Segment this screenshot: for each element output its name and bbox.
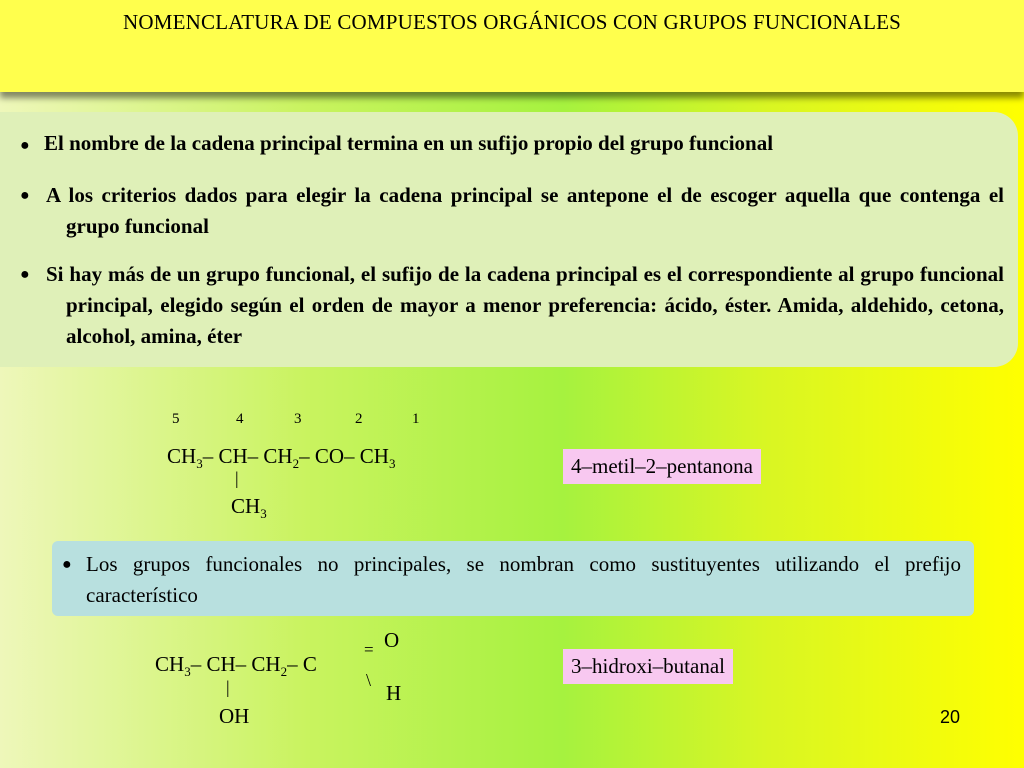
note-text: Los grupos funcionales no principales, se nombran como sustituyentes utilizando el prefijo característico (86, 552, 961, 607)
formula-butanal-branch: OH (219, 704, 250, 728)
formula-butanal-chain: $CH_3-$ CH– $CH_2-$ C (155, 652, 317, 680)
compound-name-pentanone: 4–metil–2–pentanona (563, 449, 761, 484)
formula-pentanone-branch: $CH_3$ (231, 494, 267, 522)
slide-title: NOMENCLATURA DE COMPUESTOS ORGÁNICOS CON GRUPOS FUNCIONALES (122, 10, 901, 34)
bullet-icon: ● (20, 137, 30, 154)
double-bond: = (364, 640, 374, 659)
single-bond: \ (366, 670, 372, 690)
locant-5: 5 (172, 411, 180, 427)
branch-bond: | (226, 677, 230, 697)
branch-bond: | (235, 468, 239, 488)
oxygen-atom: O (384, 628, 400, 652)
bullet-icon: ● (62, 556, 72, 573)
rule-1-text: El nombre de la cadena principal termina en un sufijo propio del grupo funcional (44, 131, 774, 155)
rule-3-text: Si hay más de un grupo funcional, el sufijo de la cadena principal es el correspondiente al grupo funcional principal, elegido según el orden de mayor a menor preferencia: ácido, éster. Amida, aldehido, cetona, alcohol, amina, éter (46, 262, 1004, 348)
locant-4: 4 (236, 411, 244, 427)
formula-pentanone-chain: $CH_3-$ CH– $CH_2-$ CO– $CH_3$ (167, 444, 396, 472)
header-bar (0, 0, 1024, 92)
bullet-icon: ● (20, 187, 30, 204)
hydrogen-atom: H (386, 681, 402, 705)
locant-3: 3 (294, 411, 302, 427)
locant-1: 1 (412, 411, 420, 427)
rule-2-text: A los criterios dados para elegir la cadena principal se antepone el de escoger aquella que contenga el grupo funcional (46, 183, 1004, 238)
bullet-icon: ● (20, 266, 30, 283)
compound-name-butanal: 3–hidroxi–butanal (563, 649, 733, 684)
note-panel (52, 541, 974, 616)
slide-number: 20 (940, 707, 961, 727)
locant-2: 2 (355, 411, 363, 427)
